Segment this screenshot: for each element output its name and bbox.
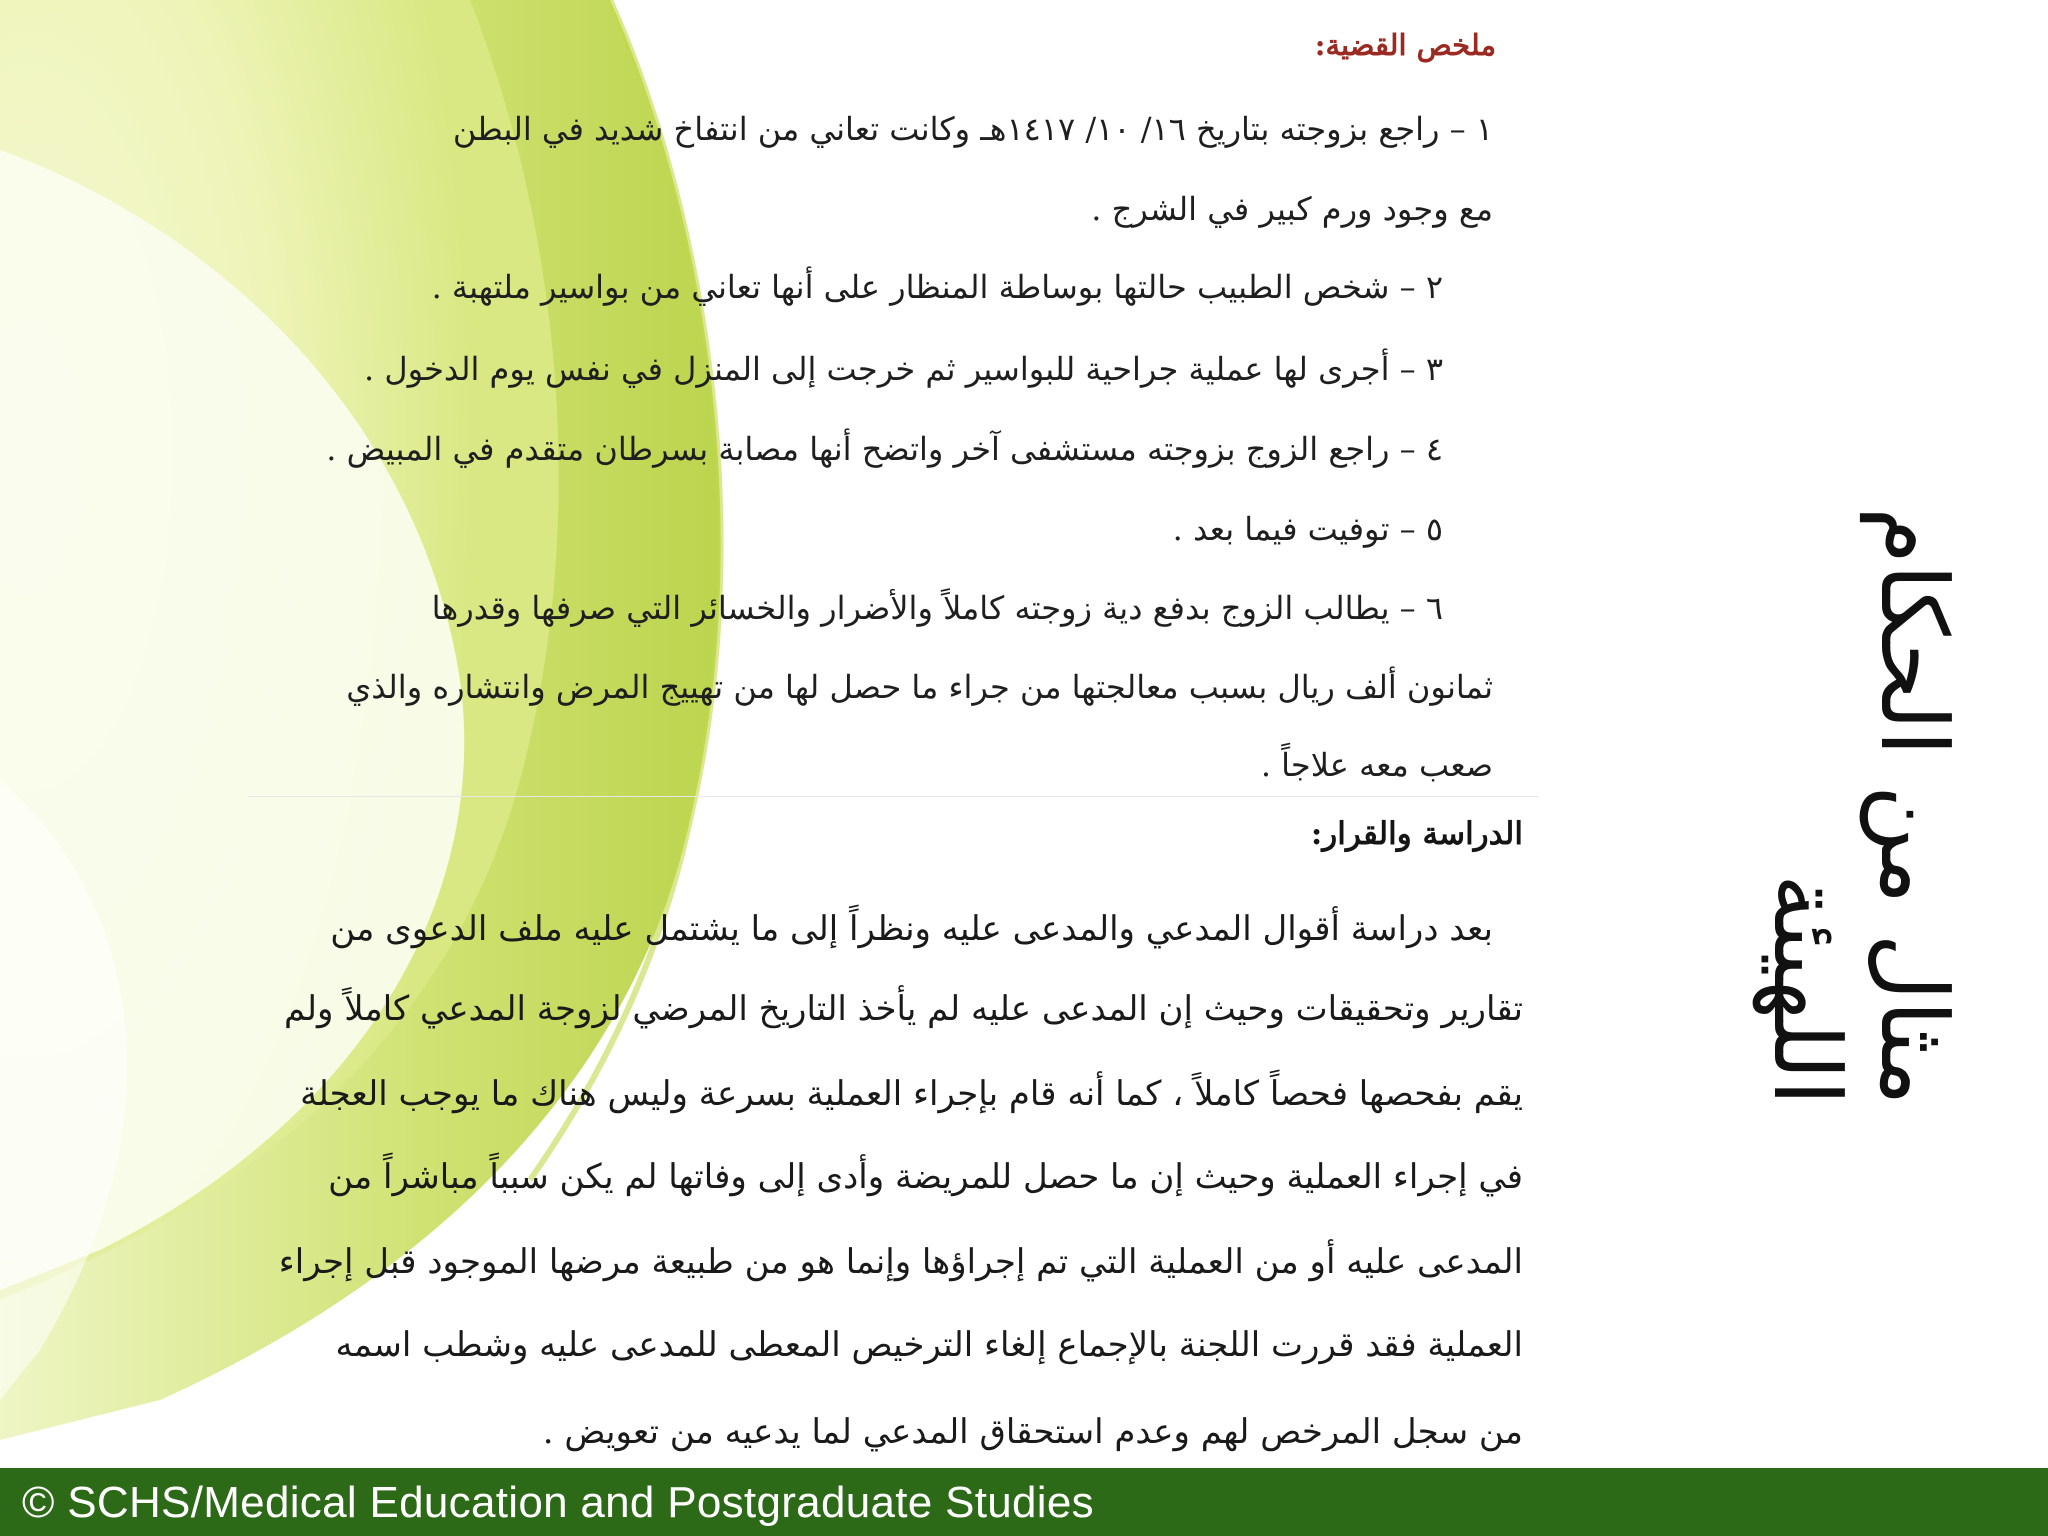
case-line: ٥ – توفيت فيما بعد . xyxy=(1172,510,1443,548)
footer-bar xyxy=(0,1468,2048,1536)
decision-line: تقارير وتحقيقات وحيث إن المدعى عليه لم يأخذ التاريخ المرضي لزوجة المدعي كاملاً ولم xyxy=(283,989,1523,1029)
case-line: ٢ – شخص الطبيب حالتها بوساطة المنظار على أنها تعاني من بواسير ملتهبة . xyxy=(431,268,1443,306)
decision-line: العملية فقد قررت اللجنة بالإجماع إلغاء الترخيص المعطى للمدعى عليه وشطب اسمه xyxy=(335,1325,1523,1365)
case-line: صعب معه علاجاً . xyxy=(1260,746,1493,784)
case-line: ٦ – يطالب الزوج بدفع دية زوجته كاملاً والأضرار والخسائر التي صرفها وقدرها xyxy=(431,589,1443,627)
decision-line: بعد دراسة أقوال المدعي والمدعى عليه ونظراً إلى ما يشتمل عليه ملف الدعوى من xyxy=(330,909,1493,949)
case-line: ثمانون ألف ريال بسبب معالجتها من جراء ما حصل لها من تهييج المرض وانتشاره والذي xyxy=(346,668,1493,706)
case-summary-title: ملخص القضية: xyxy=(1314,28,1496,62)
decision-line: يقم بفحصها فحصاً كاملاً ، كما أنه قام بإجراء العملية بسرعة وليس هناك ما يوجب العجلة xyxy=(300,1074,1523,1114)
case-line: مع وجود ورم كبير في الشرج . xyxy=(1091,190,1493,228)
decision-line: من سجل المرخص لهم وعدم استحقاق المدعي لما يدعيه من تعويض . xyxy=(542,1412,1523,1452)
slide-title: مثال من الحكام اللهيئة xyxy=(1753,506,1967,1105)
case-line: ٣ – أجرى لها عملية جراحية للبواسير ثم خرجت إلى المنزل في نفس يوم الدخول . xyxy=(364,350,1443,388)
copyright-text: © SCHS/Medical Education and Postgraduate Studies xyxy=(22,1478,1094,1527)
decision-line: المدعى عليه أو من العملية التي تم إجراؤها وإنما هو من طبيعة مرضها الموجود قبل إجراء xyxy=(278,1242,1523,1282)
study-decision-title: الدراسة والقرار: xyxy=(1310,816,1523,852)
case-line: ١ – راجع بزوجته بتاريخ ١٦/ ١٠/ ١٤١٧هـ وكانت تعاني من انتفاخ شديد في البطن xyxy=(452,110,1493,148)
case-line: ٤ – راجع الزوج بزوجته مستشفى آخر واتضح أنها مصابة بسرطان متقدم في المبيض . xyxy=(326,430,1443,468)
decision-line: في إجراء العملية وحيث إن ما حصل للمريضة وأدى إلى وفاتها لم يكن سبباً مباشراً من xyxy=(328,1157,1523,1197)
